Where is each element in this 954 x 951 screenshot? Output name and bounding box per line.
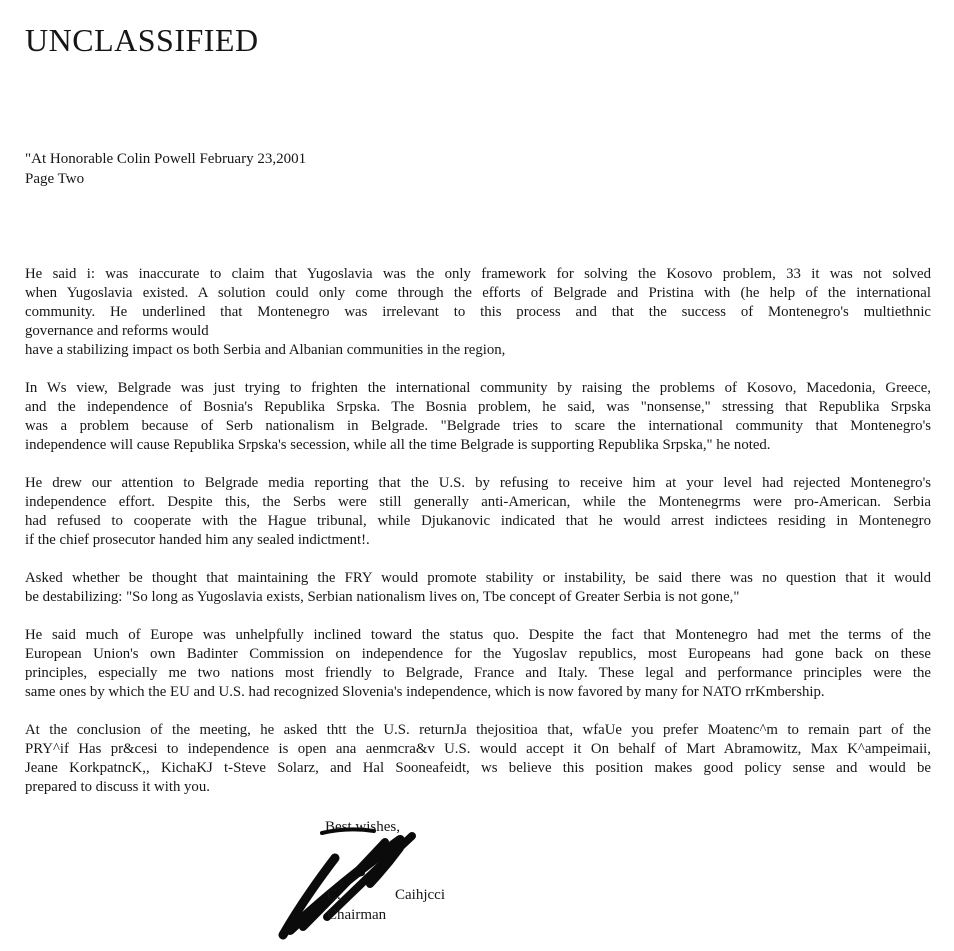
paragraph [25,626,931,702]
letter-header [25,149,306,189]
text-line: He drew our attention to Belgrade media reporting that the U.S. by refusing to receive him at your level had rejected Montenegro's [25,475,931,491]
text-line: In Ws view, Belgrade was just trying to frighten the international community by raising the problems of Kosovo, Macedonia, Greece, [25,380,931,396]
text-line: Jeane KorkpatncK,, KichaKJ t-Steve Solarz, and Hal Sooneafeidt, ws believe this position makes good policy sense and would be [25,760,931,776]
header-page-number: Page Two [25,171,85,187]
text-line: and the independence of Bosnia's Republika Srpska. The Bosnia problem, he said, was "nonsense," stressing that Republika Srpska [25,399,931,415]
classification-banner: UNCLASSIFIED [25,22,259,58]
paragraph [25,341,931,360]
text-line: had refused to cooperate with the Hague tribunal, while Djukanovic indicated that he would arrest indictees residing in Montenegro [25,513,931,529]
text-line: governance and reforms would [25,323,209,339]
signer-title: Chairman [327,907,387,923]
text-line: was a problem because of Serb nationalism in Belgrade. "Belgrade tries to scare the international community that Montenegro's [25,418,931,434]
body [25,265,931,816]
paragraph [25,474,931,550]
text-line: At the conclusion of the meeting, he asked thtt the U.S. returnJa thejositioa that, wfaUe you prefer Moatenc^m to remain part of the [25,722,931,738]
text-line: be destabilizing: "So long as Yugoslavia exists, Serbian nationalism lives on, Tbe concept of Greater Serbia is not gone," [25,589,740,605]
text-line: community. He underlined that Montenegro was irrelevant to this process and that the success of Montenegro's multiethnic [25,304,931,320]
text-line: Asked whether be thought that maintaining the FRY would promote stability or instability, be said there was no question that it would [25,570,931,586]
text-line: PRY^if Has pr&cesi to independence is open ana aenmcra&v U.S. would accept it On behalf of Mart Abramowitz, Max K^ampeimaii, [25,741,931,757]
paragraph [25,569,931,607]
text-line: same ones by which the EU and U.S. had recognized Slovenia's independence, which is now favored by many for NATO rrKmbership. [25,684,825,700]
text-line: if the chief prosecutor handed him any sealed indictment!. [25,532,370,548]
signature-salutation: Best wishes, [325,819,400,835]
text-line: when Yugoslavia existed. A solution could only come through the efforts of Belgrade and Pristina with (he help of the international [25,285,931,301]
paragraph [25,379,931,455]
signer-name: Caihjcci [395,887,445,903]
text-line: European Union's own Badinter Commission on independence for the Yugoslav republics, most Europeans had gone back on these [25,646,931,662]
paragraph [25,721,931,797]
text-line: prepared to discuss it with you. [25,779,210,795]
header-addressee-line: "At Honorable Colin Powell February 23,2001 [25,151,307,167]
text-line: have a stabilizing impact os both Serbia and Albanian communities in the region, [25,342,506,358]
text-line: independence will cause Republika Srpska's secession, while all the time Belgrade is supporting Republika Srpska," he noted. [25,437,771,453]
paragraph [25,265,931,341]
text-line: He said much of Europe was unhelpfully inclined toward the status quo. Despite the fact that Montenegro had met the terms of the [25,627,931,643]
signer-initial: C. [327,887,341,903]
text-line: He said i: was inaccurate to claim that Yugoslavia was the only framework for solving the Kosovo problem, 33 it was not solved [25,266,931,282]
text-line: principles, especially me two nations most friendly to Belgrade, France and Italy. These legal and performance principles were the [25,665,931,681]
text-line: independence effort. Despite this, the Serbs were still generally anti-American, while the Montenegrms were pro-American. Serbia [25,494,931,510]
